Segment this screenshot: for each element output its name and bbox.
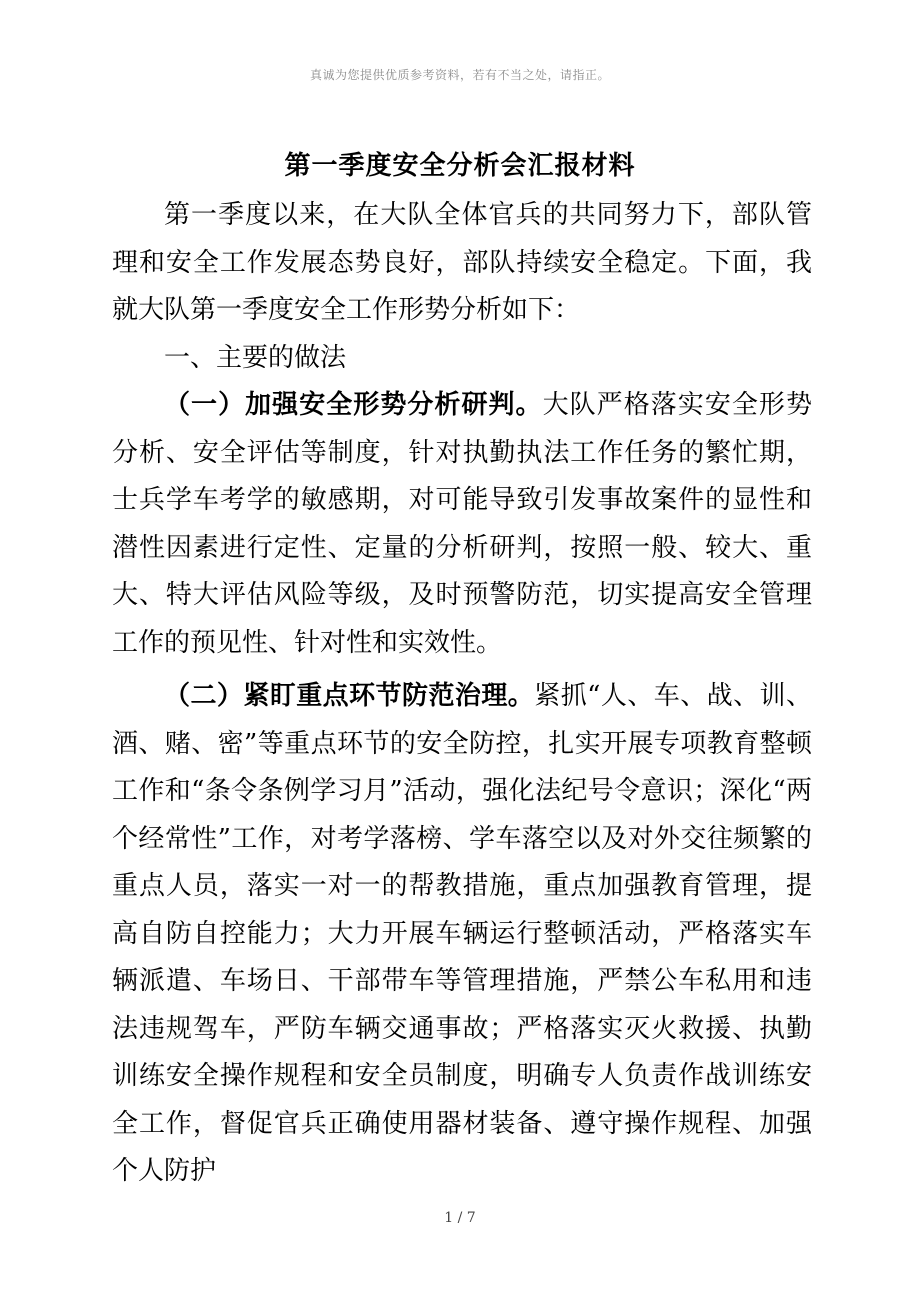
item-2-text: 紧抓“人、车、战、训、酒、赌、密”等重点环节的安全防控，扎实开展专项教育整顿工作和“条令条例学习月”活动，强化法纪号令意识；深化“两个经常性”工作，对考学落榜、学车落空以及对外交往频繁的重点人员，落实一对一的帮教措施，重点加强教育管理，提高自防自控能力；大力开展车辆运行整顿活动，严格落实车辆派遣、车场日、干部带车等管理措施，严禁公车私用和违法违规驾车，严防车辆交通事故；严格落实灭火救援、执勤训练安全操作规程和安全员制度，明确专人负责作战训练安全工作，督促官兵正确使用器材装备、遵守操作规程、加强个人防护 bbox=[112, 681, 812, 1186]
document-title: 第一季度安全分析会汇报材料 bbox=[284, 151, 636, 181]
item-2-lead: （二）紧盯重点环节防范治理。 bbox=[164, 681, 535, 711]
section-heading: 一、主要的做法 bbox=[164, 342, 347, 373]
page-indicator: 1 / 7 bbox=[444, 1210, 476, 1226]
item-1-text: 大队严格落实安全形势分析、安全评估等制度，针对执勤执法工作任务的繁忙期，士兵学车考学的敏感期，对可能导致引发事故案件的显性和潜性因素进行定性、定量的分析研判，按照一般、较大、重大、特大评估风险等级，及时预警防范，切实提高安全管理工作的预见性、针对性和实效性。 bbox=[112, 390, 812, 658]
item-1-lead: （一）加强安全形势分析研判。 bbox=[164, 390, 543, 420]
intro-paragraph: 第一季度以来，在大队全体官兵的共同努力下，部队管理和安全工作发展态势良好，部队持续安全稳定。下面，我就大队第一季度安全工作形势分析如下： bbox=[112, 200, 812, 325]
item-1-paragraph bbox=[112, 382, 812, 667]
document-body bbox=[112, 192, 812, 1196]
header-note: 真诚为您提供优质参考资料，若有不当之处，请指正。 bbox=[309, 68, 610, 82]
item-2-paragraph bbox=[112, 673, 812, 1196]
